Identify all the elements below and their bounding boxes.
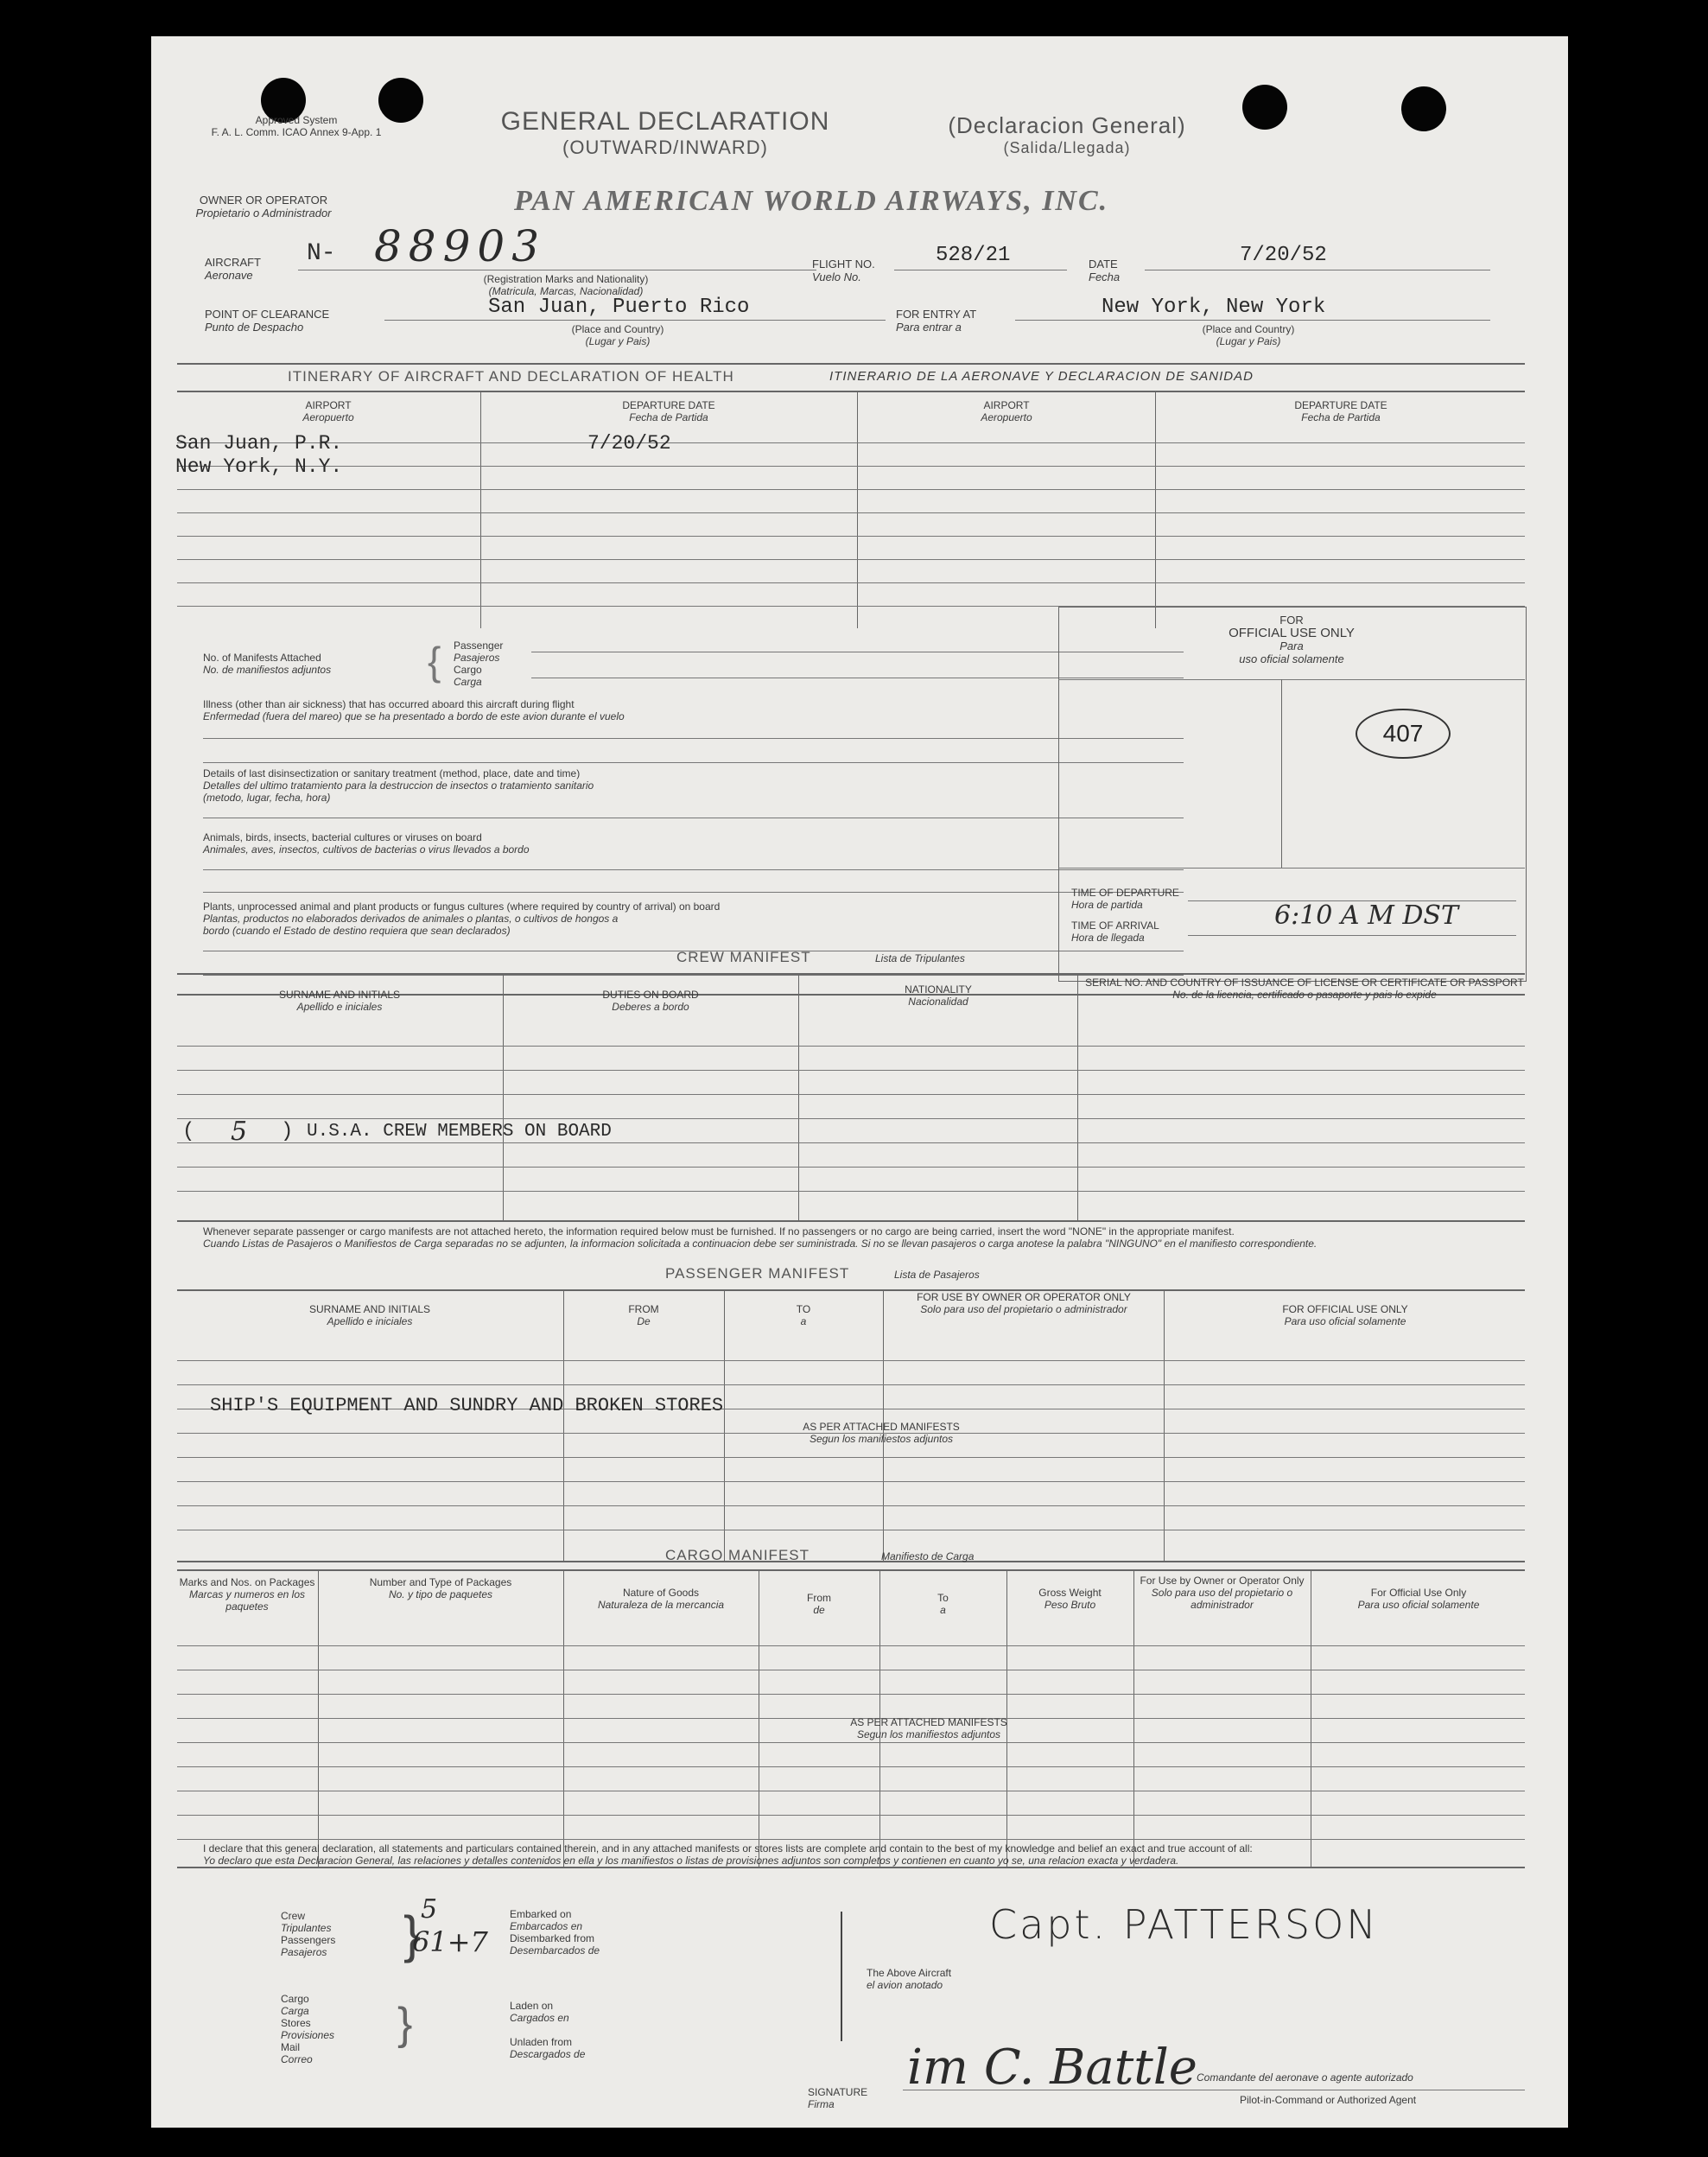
itin-col-date-es: Fecha de Partida [629,411,708,423]
entry-sub-en: (Place and Country) [1202,323,1295,335]
crew-label-es: Tripulantes [281,1922,332,1934]
cargo-title-es: Manifiesto de Carga [881,1550,975,1562]
cargo-col [1135,1575,1309,1611]
pass-label: Passengers [281,1934,336,1946]
crew-col4: SERIAL NO. AND COUNTRY OF ISSUANCE OF LICENSE OR CERTIFICATE OR PASSPORT [1085,977,1524,989]
crew-col4-es: No. de la licencia, certificado o pasaporte y pais lo expide [1172,989,1437,1001]
date-label-en: DATE [1089,258,1118,270]
date-value: 7/20/52 [1240,244,1327,267]
official-for: FOR [1279,614,1304,627]
cargo-col-es: Naturaleza de la mercancia [597,1599,725,1611]
crew-paren-open: ( [182,1120,195,1143]
cargo-as-per [713,1716,1145,1740]
departure-time-label [1071,887,1179,911]
stamp-number: 407 [1356,709,1451,759]
animals-label [203,831,530,856]
approved-label-2: F. A. L. Comm. ICAO Annex 9-App. 1 [211,126,382,138]
signature-label-en: SIGNATURE [808,2086,868,2098]
laden-labels [510,2000,585,2060]
pass-col4-es: Solo para uso del propietario o administrador [920,1303,1127,1315]
disinsect-label-es: Detalles del ultimo tratamiento para la destruccion de insectos o tratamiento sanitario [203,779,594,792]
date-label-es: Fecha [1089,270,1121,283]
punch-hole [378,78,423,123]
crew-col3-es: Nacionalidad [908,996,968,1008]
cargo-col [177,1576,317,1613]
crew-pass-labels [281,1910,335,1958]
itin-row-date: 7/20/52 [587,432,671,455]
pass-col-official [1165,1303,1525,1327]
owner-label-es: Propietario o Administrador [195,207,332,220]
above-label-es: el avion anotado [867,1979,943,1991]
cargo-as-per-en: AS PER ATTACHED MANIFESTS [850,1716,1007,1728]
flight-label [812,258,875,283]
cargo-col [565,1587,757,1611]
arrival-label-es: Hora de llegada [1071,932,1145,944]
itin-col-airport-en: AIRPORT [305,399,352,411]
brace: } [397,1999,413,2049]
pass-label-es: Pasajeros [281,1946,327,1958]
signature-label [808,2086,867,2110]
itin-col-airport-2 [859,399,1154,423]
clearance-value: San Juan, Puerto Rico [488,296,750,319]
cargo-col-en: Number and Type of Packages [369,1576,512,1588]
flight-value: 528/21 [936,244,1011,267]
entry-sub [1153,323,1343,347]
cargo-col-en: To [937,1592,949,1604]
itin-col-date-2 [1157,399,1525,423]
arrival-time-label [1071,919,1159,944]
entry-label-es: Para entrar a [896,321,962,334]
itin-col-date [482,399,855,423]
cargo-stores-labels [281,1993,334,2065]
official-label-es: uso oficial solamente [1239,652,1344,665]
crew-label: Crew [281,1910,306,1922]
cargo-col-en: Marks and Nos. on Packages [179,1576,315,1588]
date-label [1089,258,1120,283]
aircraft-value: 88903 [374,221,547,271]
commander-label: Pilot-in-Command or Authorized Agent [1240,2094,1417,2106]
notice-en: Whenever separate passenger or cargo manifests are not attached hereto, the information required below must be furnished. If no passengers or no cargo are being carried, insert the word "NONE" in the appropriate manifest. [203,1225,1235,1238]
crew-col1-es: Apellido e iniciales [296,1001,383,1013]
commander-label-es: Comandante del aeronave o agente autorizado [1197,2071,1413,2084]
plants-label [203,900,720,937]
declaration-page [151,36,1568,2128]
cargo-col [1312,1587,1525,1611]
declaration-es: Yo declaro que esta Declaracion General, las relaciones y detalles contenidos en ella y los manifiestos o listas de provisiones adjuntos son completos y contienen en cuanto yo se, una relacion exacta y verdadera. [203,1855,1179,1867]
pass-col4: FOR USE BY OWNER OR OPERATOR ONLY [917,1291,1131,1303]
crew-entry: U.S.A. CREW MEMBERS ON BOARD [307,1122,612,1142]
mail-label: Mail [281,2041,301,2053]
itin-col-airport [177,399,479,423]
aircraft-label-en: AIRCRAFT [205,256,261,269]
pass-col3-es: a [800,1315,807,1327]
cargo-col-en: For Official Use Only [1370,1587,1467,1599]
entry-sub-es: (Lugar y Pais) [1216,335,1281,347]
departure-label-es: Hora de partida [1071,899,1143,911]
disinsect-label [203,767,594,804]
cargo-label-decl-es: Carga [281,2005,309,2017]
pass-col2: FROM [628,1303,659,1315]
pass-col-owner [885,1291,1163,1315]
crew-col-duties [505,989,797,1013]
subtitle: (OUTWARD/INWARD) [562,137,768,158]
clearance-label-en: POINT OF CLEARANCE [205,308,330,321]
entry-label-en: FOR ENTRY AT [896,308,977,321]
cargo-col-es: a [940,1604,946,1616]
form-title [475,107,855,159]
crew-col-surname [177,989,502,1013]
itin-col-date-en: DEPARTURE DATE [622,399,715,411]
itin-col-date-2-es: Fecha de Partida [1301,411,1381,423]
crew-col-nationality [800,983,1076,1008]
cargo-col-en: For Use by Owner or Operator Only [1140,1575,1305,1587]
itin-row-airport: New York, N.Y. [175,455,343,478]
cargo-col-en: Nature of Goods [622,1587,700,1599]
cargo-col [760,1592,878,1616]
laden-label: Laden on [510,2000,554,2012]
cargo-col-es: de [813,1604,825,1616]
stores-label-es: Provisiones [281,2029,335,2041]
form-title-es [894,112,1240,157]
crew-col2-es: Deberes a bordo [612,1001,689,1013]
mail-label-es: Correo [281,2053,313,2065]
notice-es: Cuando Listas de Pasajeros o Manifiestos de Carga separadas no se adjunten, la informacion solicitada a continuacion debe ser suministrada. Si no se llevan pasajeros o carga anotese la palabra "NINGUNO" en el manifiesto correspondiente. [203,1238,1318,1250]
entry-label [896,308,976,334]
manifest-types [454,639,503,688]
manifests-label-es: No. de manifiestos adjuntos [203,664,332,676]
brace: { [428,639,441,684]
pass-col3: TO [796,1303,811,1315]
cargo-col-es: No. y tipo de paquetes [388,1588,493,1600]
aircraft-prefix: N- [307,240,336,267]
plants-label-es-2: bordo (cuando el Estado de destino requiera que sean declarados) [203,925,511,937]
passenger-label: Passenger [454,639,504,652]
pass-col2-es: De [637,1315,651,1327]
cargo-label-decl: Cargo [281,1993,309,2005]
notice [203,1225,1516,1250]
owner-label-en: OWNER OR OPERATOR [199,194,328,207]
pass-col5: FOR OFFICIAL USE ONLY [1282,1303,1408,1315]
itin-col-date-2-en: DEPARTURE DATE [1294,399,1387,411]
official-para: Para [1279,639,1304,652]
illness-label [203,698,625,722]
above-aircraft-label [867,1967,951,1991]
cargo-col-en: From [807,1592,831,1604]
declaration-en: I declare that this general declaration, all statements and particulars contained therein, and in any attached manifests or stores lists are complete and contain to the best of my knowledge and belief an exact and true account of all: [203,1842,1253,1855]
passenger-as-per-en: AS PER ATTACHED MANIFESTS [803,1421,960,1433]
approved-label: Approved System [255,114,338,126]
embark-labels [510,1908,600,1957]
clearance-label [205,308,329,334]
arrival-label: TIME OF ARRIVAL [1071,919,1159,932]
disinsect-label-es-2: (metodo, lugar, fecha, hora) [203,792,331,804]
stores-label: Stores [281,2017,311,2029]
official-label: OFFICIAL USE ONLY [1229,626,1355,640]
disinsect-label-en: Details of last disinsectization or sanitary treatment (method, place, date and time) [203,767,581,779]
clearance-sub-en: (Place and Country) [571,323,664,335]
passenger-label-es: Pasajeros [454,652,500,664]
passenger-as-per [726,1421,1037,1445]
crew-col-license [1084,977,1525,1001]
crew-count: 5 [231,1117,248,1147]
entry-value: New York, New York [1102,296,1326,319]
cargo-col-es: Solo para uso del propietario o administrador [1151,1587,1293,1611]
aircraft-sub-es: (Matricula, Marcas, Nacionalidad) [488,285,644,297]
itin-col-airport-2-es: Aeropuerto [981,411,1032,423]
disembarked-label-es: Desembarcados de [510,1944,600,1957]
pass-col1: SURNAME AND INITIALS [308,1303,431,1315]
passenger-as-per-es: Segun los manifiestos adjuntos [809,1433,954,1445]
itin-col-airport-es: Aeropuerto [302,411,354,423]
cargo-as-per-es: Segun los manifiestos adjuntos [856,1728,1001,1740]
cargo-title: CARGO MANIFEST [665,1547,810,1563]
approved-note [210,114,383,138]
pass-col-to [726,1303,881,1327]
pass-col-surname [177,1303,562,1327]
pass-col-from [565,1303,722,1327]
flight-label-es: Vuelo No. [812,270,861,283]
subtitle-es: (Salida/Llegada) [1003,139,1131,156]
title: GENERAL DECLARATION [500,107,830,136]
punch-hole [1401,86,1446,131]
aircraft-label [205,256,261,282]
aircraft-sub [428,273,704,297]
itinerary-title: ITINERARY OF AIRCRAFT AND DECLARATION OF HEALTH [288,368,734,385]
animals-label-en: Animals, birds, insects, bacterial cultures or viruses on board [203,831,482,843]
pass-col5-es: Para uso oficial solamente [1284,1315,1406,1327]
crew-title-es: Lista de Tripulantes [875,952,965,964]
cargo-col [1008,1587,1132,1611]
clearance-sub-es: (Lugar y Pais) [585,335,651,347]
official-use-header [1058,614,1525,665]
passenger-title-es: Lista de Pasajeros [894,1269,980,1281]
unladen-label-es: Descargados de [510,2048,586,2060]
cargo-label: Cargo [454,664,482,676]
plants-label-en: Plants, unprocessed animal and plant products or fungus cultures (where required by country of arrival) on board [203,900,721,913]
aircraft-label-es: Aeronave [205,269,253,282]
cargo-col [320,1576,562,1600]
crew-title: CREW MANIFEST [676,949,811,965]
departure-label: TIME OF DEPARTURE [1071,887,1179,899]
cargo-label-es: Carga [454,676,482,688]
cargo-col [881,1592,1005,1616]
above-label: The Above Aircraft [867,1967,952,1979]
manifests-label-en: No. of Manifests Attached [203,652,321,664]
owner-value: PAN AMERICAN WORLD AIRWAYS, INC. [514,185,1109,217]
laden-label-es: Cargados en [510,2012,569,2024]
crew-col3: NATIONALITY [905,983,972,996]
signature: im C. Battle [907,2039,1197,2096]
plants-label-es: Plantas, productos no elaborados derivados de animales o plantas, o cultivos de hongos a [203,913,619,925]
pass-col1-es: Apellido e iniciales [327,1315,413,1327]
disembarked-label: Disembarked from [510,1932,595,1944]
cargo-col-es: Peso Bruto [1044,1599,1096,1611]
captain-name: Capt. PATTERSON [989,1901,1379,1948]
aircraft-sub-en: (Registration Marks and Nationality) [483,273,649,285]
crew-col1: SURNAME AND INITIALS [278,989,401,1001]
cargo-col-es: Marcas y numeros en los paquetes [188,1588,306,1613]
clearance-sub [523,323,713,347]
manifests-label [203,652,331,676]
embarked-label-es: Embarcados en [510,1920,583,1932]
passenger-total: 61+7 [412,1925,488,1958]
illness-label-en: Illness (other than air sickness) that has occurred aboard this aircraft during flight [203,698,575,710]
crew-paren-close: ) [281,1120,294,1143]
embarked-label: Embarked on [510,1908,572,1920]
unladen-label: Unladen from [510,2036,573,2048]
crew-total: 5 [421,1894,438,1925]
arrival-time-value: 6:10 A M DST [1274,900,1458,931]
itin-col-airport-2-en: AIRPORT [983,399,1030,411]
owner-label [186,194,341,220]
cargo-col-en: Gross Weight [1038,1587,1102,1599]
brace: } [403,1906,422,1963]
flight-label-en: FLIGHT NO. [812,258,875,270]
clearance-label-es: Punto de Despacho [205,321,304,334]
cargo-col-es: Para uso oficial solamente [1357,1599,1480,1611]
passenger-title: PASSENGER MANIFEST [665,1265,850,1282]
declaration-text [203,1842,1516,1867]
itinerary-title-es: ITINERARIO DE LA AERONAVE Y DECLARACION DE SANIDAD [829,369,1254,384]
animals-label-es: Animales, aves, insectos, cultivos de bacterias o virus llevados a bordo [203,843,530,856]
itin-row-airport: San Juan, P.R. [175,432,343,455]
bracket-line [841,1912,842,2041]
title-es: (Declaracion General) [948,112,1186,138]
passenger-entry: SHIP'S EQUIPMENT AND SUNDRY AND BROKEN STORES [210,1395,724,1416]
illness-label-es: Enfermedad (fuera del mareo) que se ha presentado a bordo de este avion durante el vuelo [203,710,625,722]
signature-label-es: Firma [808,2098,835,2110]
punch-hole [1242,85,1287,130]
crew-col2: DUTIES ON BOARD [602,989,699,1001]
